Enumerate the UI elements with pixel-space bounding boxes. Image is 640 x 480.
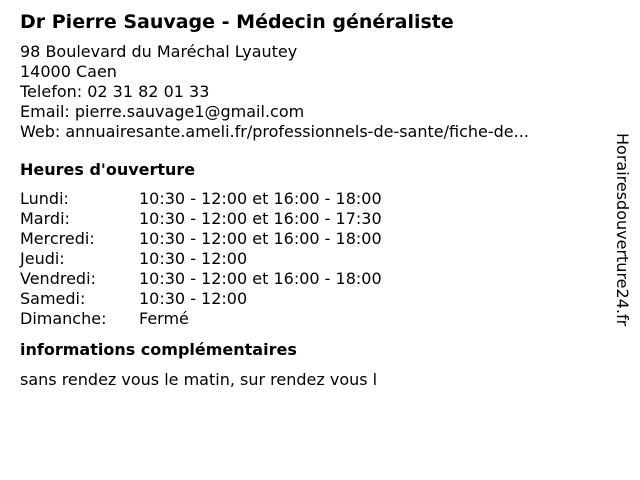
- time-range: 10:30 - 12:00 et 16:00 - 18:00: [139, 189, 382, 208]
- email-line: Email: pierre.sauvage1@gmail.com: [20, 102, 305, 121]
- hours-row-friday: [20, 269, 605, 289]
- day-label: Mercredi:: [20, 229, 95, 248]
- time-range: 10:30 - 12:00 et 16:00 - 18:00: [139, 269, 382, 288]
- day-label: Mardi:: [20, 209, 70, 228]
- opening-hours-heading: Heures d'ouverture: [20, 160, 196, 179]
- doctor-title: Dr Pierre Sauvage - Médecin généraliste: [20, 11, 454, 33]
- time-range: 10:30 - 12:00: [139, 249, 248, 268]
- day-label: Dimanche:: [20, 309, 107, 328]
- web-line: Web: annuairesante.ameli.fr/professionnels-de-sante/fiche-de...: [20, 122, 529, 141]
- hours-row-monday: [20, 189, 605, 209]
- phone-line: Telefon: 02 31 82 01 33: [20, 82, 210, 101]
- watermark-text: Horairesdouverture24.fr: [613, 133, 632, 327]
- hours-row-sunday: [20, 309, 605, 329]
- time-range: Fermé: [139, 309, 189, 328]
- hours-row-wednesday: [20, 229, 605, 249]
- hours-row-saturday: [20, 289, 605, 309]
- site-watermark: [612, 133, 632, 373]
- time-range: 10:30 - 12:00 et 16:00 - 17:30: [139, 209, 382, 228]
- doctor-card: [20, 9, 605, 390]
- hours-row-tuesday: [20, 209, 605, 229]
- day-label: Samedi:: [20, 289, 86, 308]
- hours-row-thursday: [20, 249, 605, 269]
- additional-info-text: sans rendez vous le matin, sur rendez vous l: [20, 370, 378, 389]
- time-range: 10:30 - 12:00 et 16:00 - 18:00: [139, 229, 382, 248]
- address-line2: 14000 Caen: [20, 62, 117, 81]
- day-label: Vendredi:: [20, 269, 96, 288]
- additional-info-heading: informations complémentaires: [20, 340, 297, 359]
- time-range: 10:30 - 12:00: [139, 289, 248, 308]
- day-label: Lundi:: [20, 189, 69, 208]
- opening-hours-list: [20, 189, 605, 329]
- address-line1: 98 Boulevard du Maréchal Lyautey: [20, 42, 298, 61]
- day-label: Jeudi:: [20, 249, 65, 268]
